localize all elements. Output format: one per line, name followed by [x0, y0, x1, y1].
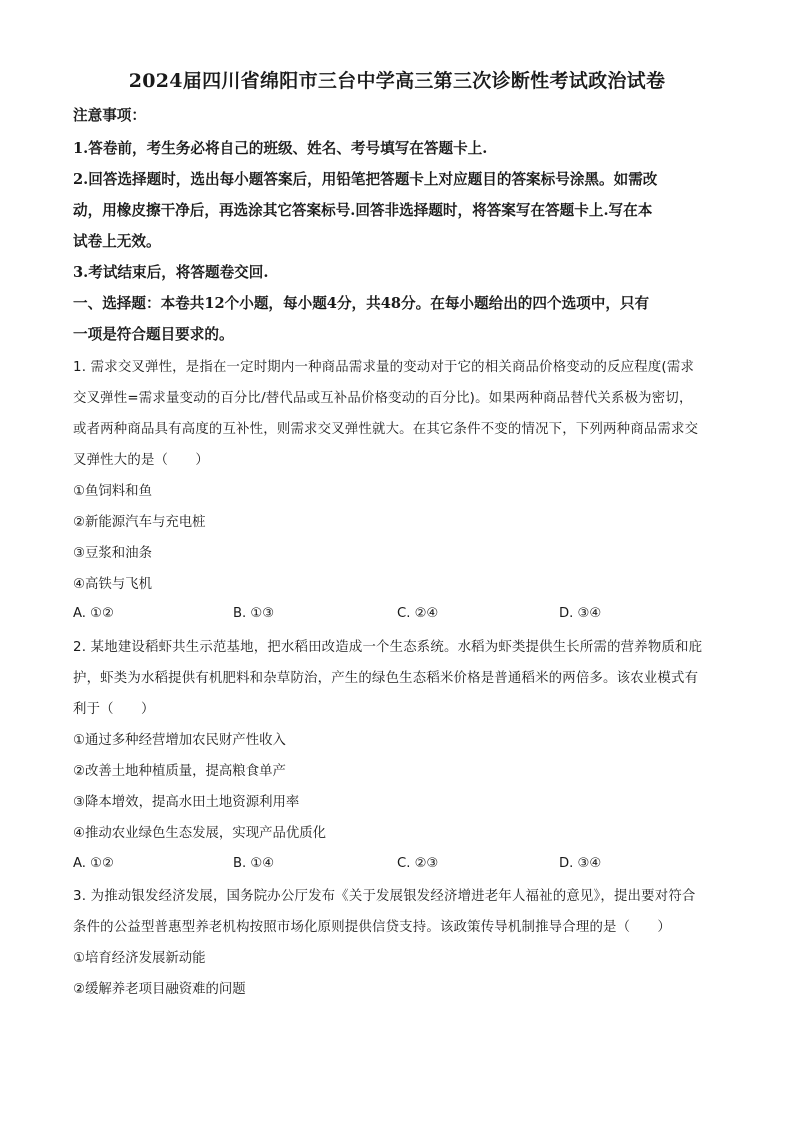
notice-line: 1.答卷前，考生务必将自己的班级、姓名、考号填写在答题卡上. [73, 140, 488, 157]
question-option: ①培育经济发展新动能 [73, 951, 206, 966]
notice-line: 试卷上无效。 [73, 233, 161, 250]
question-stem: 利于（ ） [73, 702, 155, 717]
question-option: ③降本增效，提高水田土地资源利用率 [73, 795, 300, 810]
section-heading: 一项是符合题目要求的。 [73, 326, 234, 343]
question-stem: 条件的公益型普惠型养老机构按照市场化原则提供信贷支持。该政策传导机制推导合理的是（ ） [73, 920, 671, 935]
choice-c: C. ②④ [397, 606, 439, 621]
question-option: ④推动农业绿色生态发展，实现产品优质化 [73, 826, 327, 841]
choice-d: D. ③④ [559, 606, 602, 621]
answer-choices [73, 606, 733, 626]
choice-a: A. ①② [73, 856, 114, 871]
question-stem: 1. 需求交叉弹性，是指在一定时期内一种商品需求量的变动对于它的相关商品价格变动的反应程度(需求 [73, 360, 695, 375]
page-title: 2024届四川省绵阳市三台中学高三第三次诊断性考试政治试卷 [128, 70, 666, 92]
question-stem: 2. 某地建设稻虾共生示范基地，把水稻田改造成一个生态系统。水稻为虾类提供生长所需的营养物质和庇 [73, 640, 703, 655]
notice-line: 2.回答选择题时，选出每小题答案后，用铅笔把答题卡上对应题目的答案标号涂黑。如需改 [73, 171, 658, 188]
notice-line: 动，用橡皮擦干净后，再选涂其它答案标号.回答非选择题时，将答案写在答题卡上.写在本 [73, 202, 653, 219]
question-option: ②新能源汽车与充电桩 [73, 515, 206, 530]
question-option: ③豆浆和油条 [73, 546, 152, 561]
question-stem: 交叉弹性=需求量变动的百分比/替代品或互补品价格变动的百分比)。如果两种商品替代关系极为密切， [73, 391, 693, 406]
answer-choices [73, 856, 733, 876]
question-stem: 3. 为推动银发经济发展，国务院办公厅发布《关于发展银发经济增进老年人福祉的意见》，提出要对符合 [73, 889, 696, 904]
section-heading: 一、选择题：本卷共12个小题，每小题4分，共48分。在每小题给出的四个选项中，只有 [73, 295, 650, 312]
question-stem: 或者两种商品具有高度的互补性，则需求交叉弹性就大。在其它条件不变的情况下，下列两种商品需求交 [73, 422, 699, 437]
choice-b: B. ①③ [233, 606, 275, 621]
notice-heading: 注意事项： [73, 107, 146, 124]
choice-a: A. ①② [73, 606, 114, 621]
question-option: ④高铁与飞机 [73, 577, 152, 592]
choice-b: B. ①④ [233, 856, 275, 871]
question-stem: 叉弹性大的是（ ） [73, 453, 209, 468]
question-stem: 护，虾类为水稻提供有机肥料和杂草防治，产生的绿色生态稻米价格是普通稻米的两倍多。该农业模式有 [73, 671, 699, 686]
question-option: ②缓解养老项目融资难的问题 [73, 982, 246, 997]
choice-d: D. ③④ [559, 856, 602, 871]
choice-c: C. ②③ [397, 856, 439, 871]
question-option: ①通过多种经营增加农民财产性收入 [73, 733, 286, 748]
notice-line: 3.考试结束后，将答题卷交回. [73, 264, 269, 281]
question-option: ②改善土地种植质量，提高粮食单产 [73, 764, 286, 779]
question-option: ①鱼饲料和鱼 [73, 484, 152, 499]
